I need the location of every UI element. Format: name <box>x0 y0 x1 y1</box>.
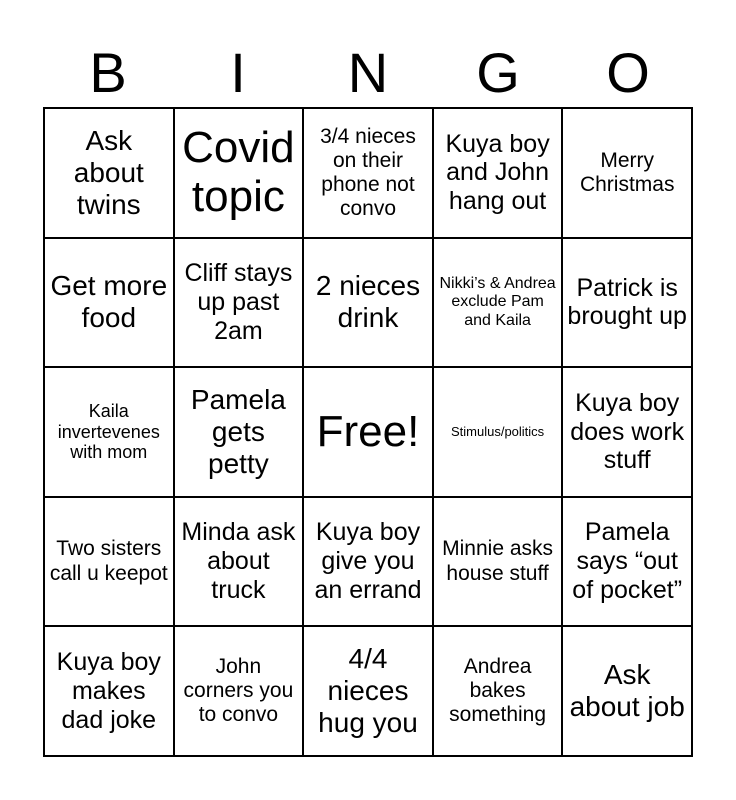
bingo-cell[interactable] <box>433 626 563 756</box>
bingo-card-grid <box>43 107 693 757</box>
bingo-cell[interactable] <box>44 497 174 627</box>
cell-text: Kuya boy and John hang out <box>445 129 550 216</box>
cell-text: Andrea bakes something <box>449 654 547 727</box>
bingo-cell[interactable] <box>44 238 174 368</box>
bingo-cell[interactable] <box>174 238 304 368</box>
bingo-cell[interactable] <box>433 238 563 368</box>
cell-text: Minda ask about truck <box>181 518 296 604</box>
header-letter-g: G <box>476 41 520 104</box>
bingo-cell[interactable] <box>562 238 692 368</box>
bingo-cell[interactable] <box>303 497 433 627</box>
bingo-cell[interactable] <box>44 367 174 497</box>
cell-text: 3/4 nieces on their phone not convo <box>320 124 416 220</box>
header-letter-b: B <box>89 41 127 104</box>
bingo-cell[interactable] <box>562 108 692 238</box>
bingo-cell[interactable] <box>303 238 433 368</box>
cell-text: Two sisters call u keepot <box>49 537 168 585</box>
cell-text: Nikki’s & Andrea exclude Pam and Kaila <box>439 274 556 329</box>
bingo-cell[interactable] <box>44 108 174 238</box>
bingo-cell-free[interactable] <box>303 367 433 497</box>
bingo-cell[interactable] <box>174 367 304 497</box>
bingo-cell[interactable] <box>174 626 304 756</box>
bingo-cell[interactable] <box>174 108 304 238</box>
bingo-cell[interactable] <box>44 626 174 756</box>
bingo-cell[interactable] <box>562 367 692 497</box>
header-letter-i: I <box>230 41 246 104</box>
cell-text: Kaila invertevenes with mom <box>57 400 160 463</box>
cell-text: Kuya boy give you an errand <box>314 518 422 604</box>
header-letter-o: O <box>606 41 650 104</box>
cell-text: 2 nieces drink <box>315 270 421 334</box>
cell-text: Cliff stays up past 2am <box>184 259 293 345</box>
cell-text: Ask about job <box>569 659 685 723</box>
bingo-cell[interactable] <box>562 497 692 627</box>
cell-text: Pamela says “out of pocket” <box>572 518 683 604</box>
free-space-text: Free! <box>316 406 420 456</box>
cell-text: Pamela gets petty <box>190 383 286 480</box>
cell-text: Kuya boy makes dad joke <box>56 648 161 734</box>
bingo-header <box>43 42 693 104</box>
bingo-cell[interactable] <box>174 497 304 627</box>
header-letter-n: N <box>347 41 389 104</box>
cell-text: Patrick is brought up <box>567 273 687 331</box>
cell-text: Get more food <box>50 270 168 334</box>
bingo-cell[interactable] <box>433 108 563 238</box>
cell-text: Covid topic <box>182 123 295 221</box>
bingo-cell[interactable] <box>303 626 433 756</box>
bingo-cell[interactable] <box>433 367 563 497</box>
cell-text: 4/4 nieces hug you <box>318 642 418 739</box>
cell-text: Stimulus/politics <box>450 423 545 439</box>
bingo-cell[interactable] <box>562 626 692 756</box>
cell-text: Kuya boy does work stuff <box>570 388 685 475</box>
cell-text: Minnie asks house stuff <box>442 537 554 585</box>
bingo-cell[interactable] <box>303 108 433 238</box>
cell-text: John corners you to convo <box>183 654 294 727</box>
cell-text: Merry Christmas <box>579 148 675 196</box>
cell-text: Ask about twins <box>73 124 144 220</box>
bingo-cell[interactable] <box>433 497 563 627</box>
